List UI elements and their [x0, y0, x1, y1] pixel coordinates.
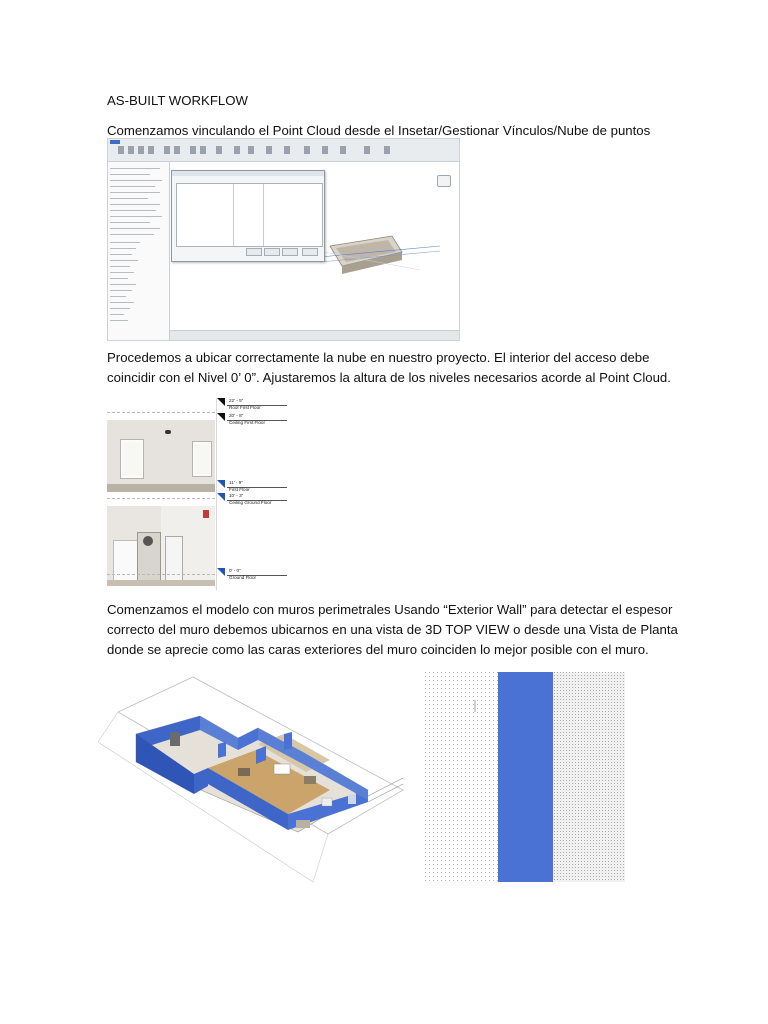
level-head-icon	[217, 413, 225, 421]
paragraph-exterior-wall-line3: donde se aprecie como las caras exteriores del muro coinciden lo mejor posible con el muro.	[107, 642, 649, 657]
3d-perimeter-walls-model	[98, 672, 408, 884]
manage-links-dialog	[171, 170, 325, 262]
level-ceiling-first-floor[interactable]: 20' - 8" Ceiling First Floor	[217, 413, 303, 441]
plan-view-wall-detail	[425, 672, 625, 882]
dialog-button[interactable]	[246, 248, 262, 256]
window	[121, 440, 143, 478]
document-heading: AS-BUILT WORKFLOW	[107, 93, 248, 108]
dialog-button[interactable]	[282, 248, 298, 256]
revit-ribbon	[108, 139, 459, 162]
level-head-icon	[217, 493, 225, 501]
levels-section-figure	[107, 398, 304, 590]
level-roof-first-floor[interactable]: 22' - 5" Roof First Floor	[217, 398, 303, 426]
level-head-icon	[217, 480, 225, 488]
paragraph-exterior-wall-line1: Comenzamos el modelo con muros perimetrales Usando “Exterior Wall” para detectar el espesor	[107, 602, 673, 617]
level-ceiling-ground-floor[interactable]: 10' - 3" Ceiling Ground Floor	[217, 493, 303, 521]
paragraph-exterior-wall-line2: correcto del muro debemos ubicarnos en una vista de 3D TOP VIEW o desde una Vista de Planta	[107, 622, 678, 637]
paragraph-link-point-cloud: Comenzamos vinculando el Point Cloud desde el Insetar/Gestionar Vínculos/Nube de puntos	[107, 123, 651, 138]
status-bar	[170, 330, 459, 341]
paragraph-locate-cloud-line1: Procedemos a ubicar correctamente la nube en nuestro proyecto. El interior del acceso debe	[107, 350, 650, 365]
window	[193, 442, 211, 476]
properties-panel	[108, 162, 170, 340]
level-head-icon	[217, 398, 225, 406]
dialog-button[interactable]	[302, 248, 318, 256]
links-table	[176, 183, 323, 247]
view-cube-icon[interactable]	[437, 175, 451, 187]
paragraph-locate-cloud-line2: coincidir con el Nivel 0’ 0”. Ajustaremos la altura de los niveles necesarios acorde al Point Cloud.	[107, 370, 671, 385]
level-first-floor[interactable]: 11' - 9" First Floor	[217, 480, 303, 508]
level-ground-floor[interactable]: 0' - 0" Ground Floor	[217, 568, 303, 590]
level-head-icon	[217, 568, 225, 576]
exterior-wall-element	[498, 672, 553, 882]
first-floor-photo	[107, 420, 215, 492]
dialog-button[interactable]	[264, 248, 280, 256]
revit-manage-links-screenshot	[107, 138, 460, 341]
